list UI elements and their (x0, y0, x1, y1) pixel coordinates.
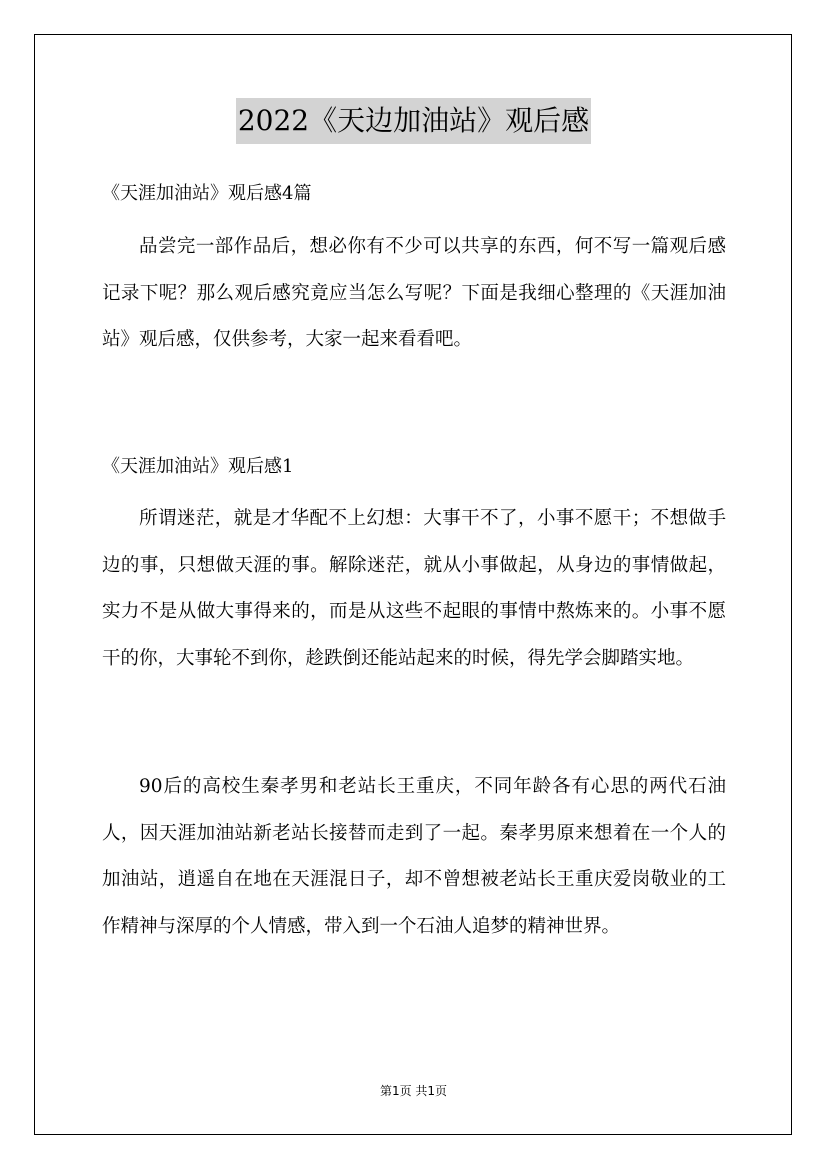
body-paragraph-1: 所谓迷茫，就是才华配不上幻想：大事干不了，小事不愿干；不想做手边的事，只想做天涯的事。解除迷茫，就从小事做起，从身边的事情做起，实力不是从做大事得来的，而是从这些不起眼的事情中熬炼来的。小事不愿干的你，大事轮不到你，趁跌倒还能站起来的时候，得先学会脚踏实地。 (102, 508, 726, 669)
intro-paragraph: 品尝完一部作品后，想必你有不少可以共享的东西，何不写一篇观后感记录下呢？那么观后感究竟应当怎么写呢？下面是我细心整理的《天涯加油站》观后感，仅供参考，大家一起来看看吧。 (102, 236, 726, 350)
document-subtitle: 《天涯加油站》观后感4篇 (102, 183, 312, 204)
body-paragraph-2: 90后的高校生秦孝男和老站长王重庆，不同年龄各有心思的两代石油人，因天涯加油站新老站长接替而走到了一起。秦孝男原来想着在一个人的加油站，逍遥自在地在天涯混日子，却不曾想被老站长王重庆爱岗敬业的工作精神与深厚的个人情感，带入到一个石油人追梦的精神世界。 (102, 776, 726, 937)
document-title: 2022《天边加油站》观后感 (236, 98, 591, 144)
title-container (0, 98, 827, 144)
page-number-footer: 第1页 共1页 (379, 1084, 448, 1098)
section-heading: 《天涯加油站》观后感1 (102, 456, 294, 477)
